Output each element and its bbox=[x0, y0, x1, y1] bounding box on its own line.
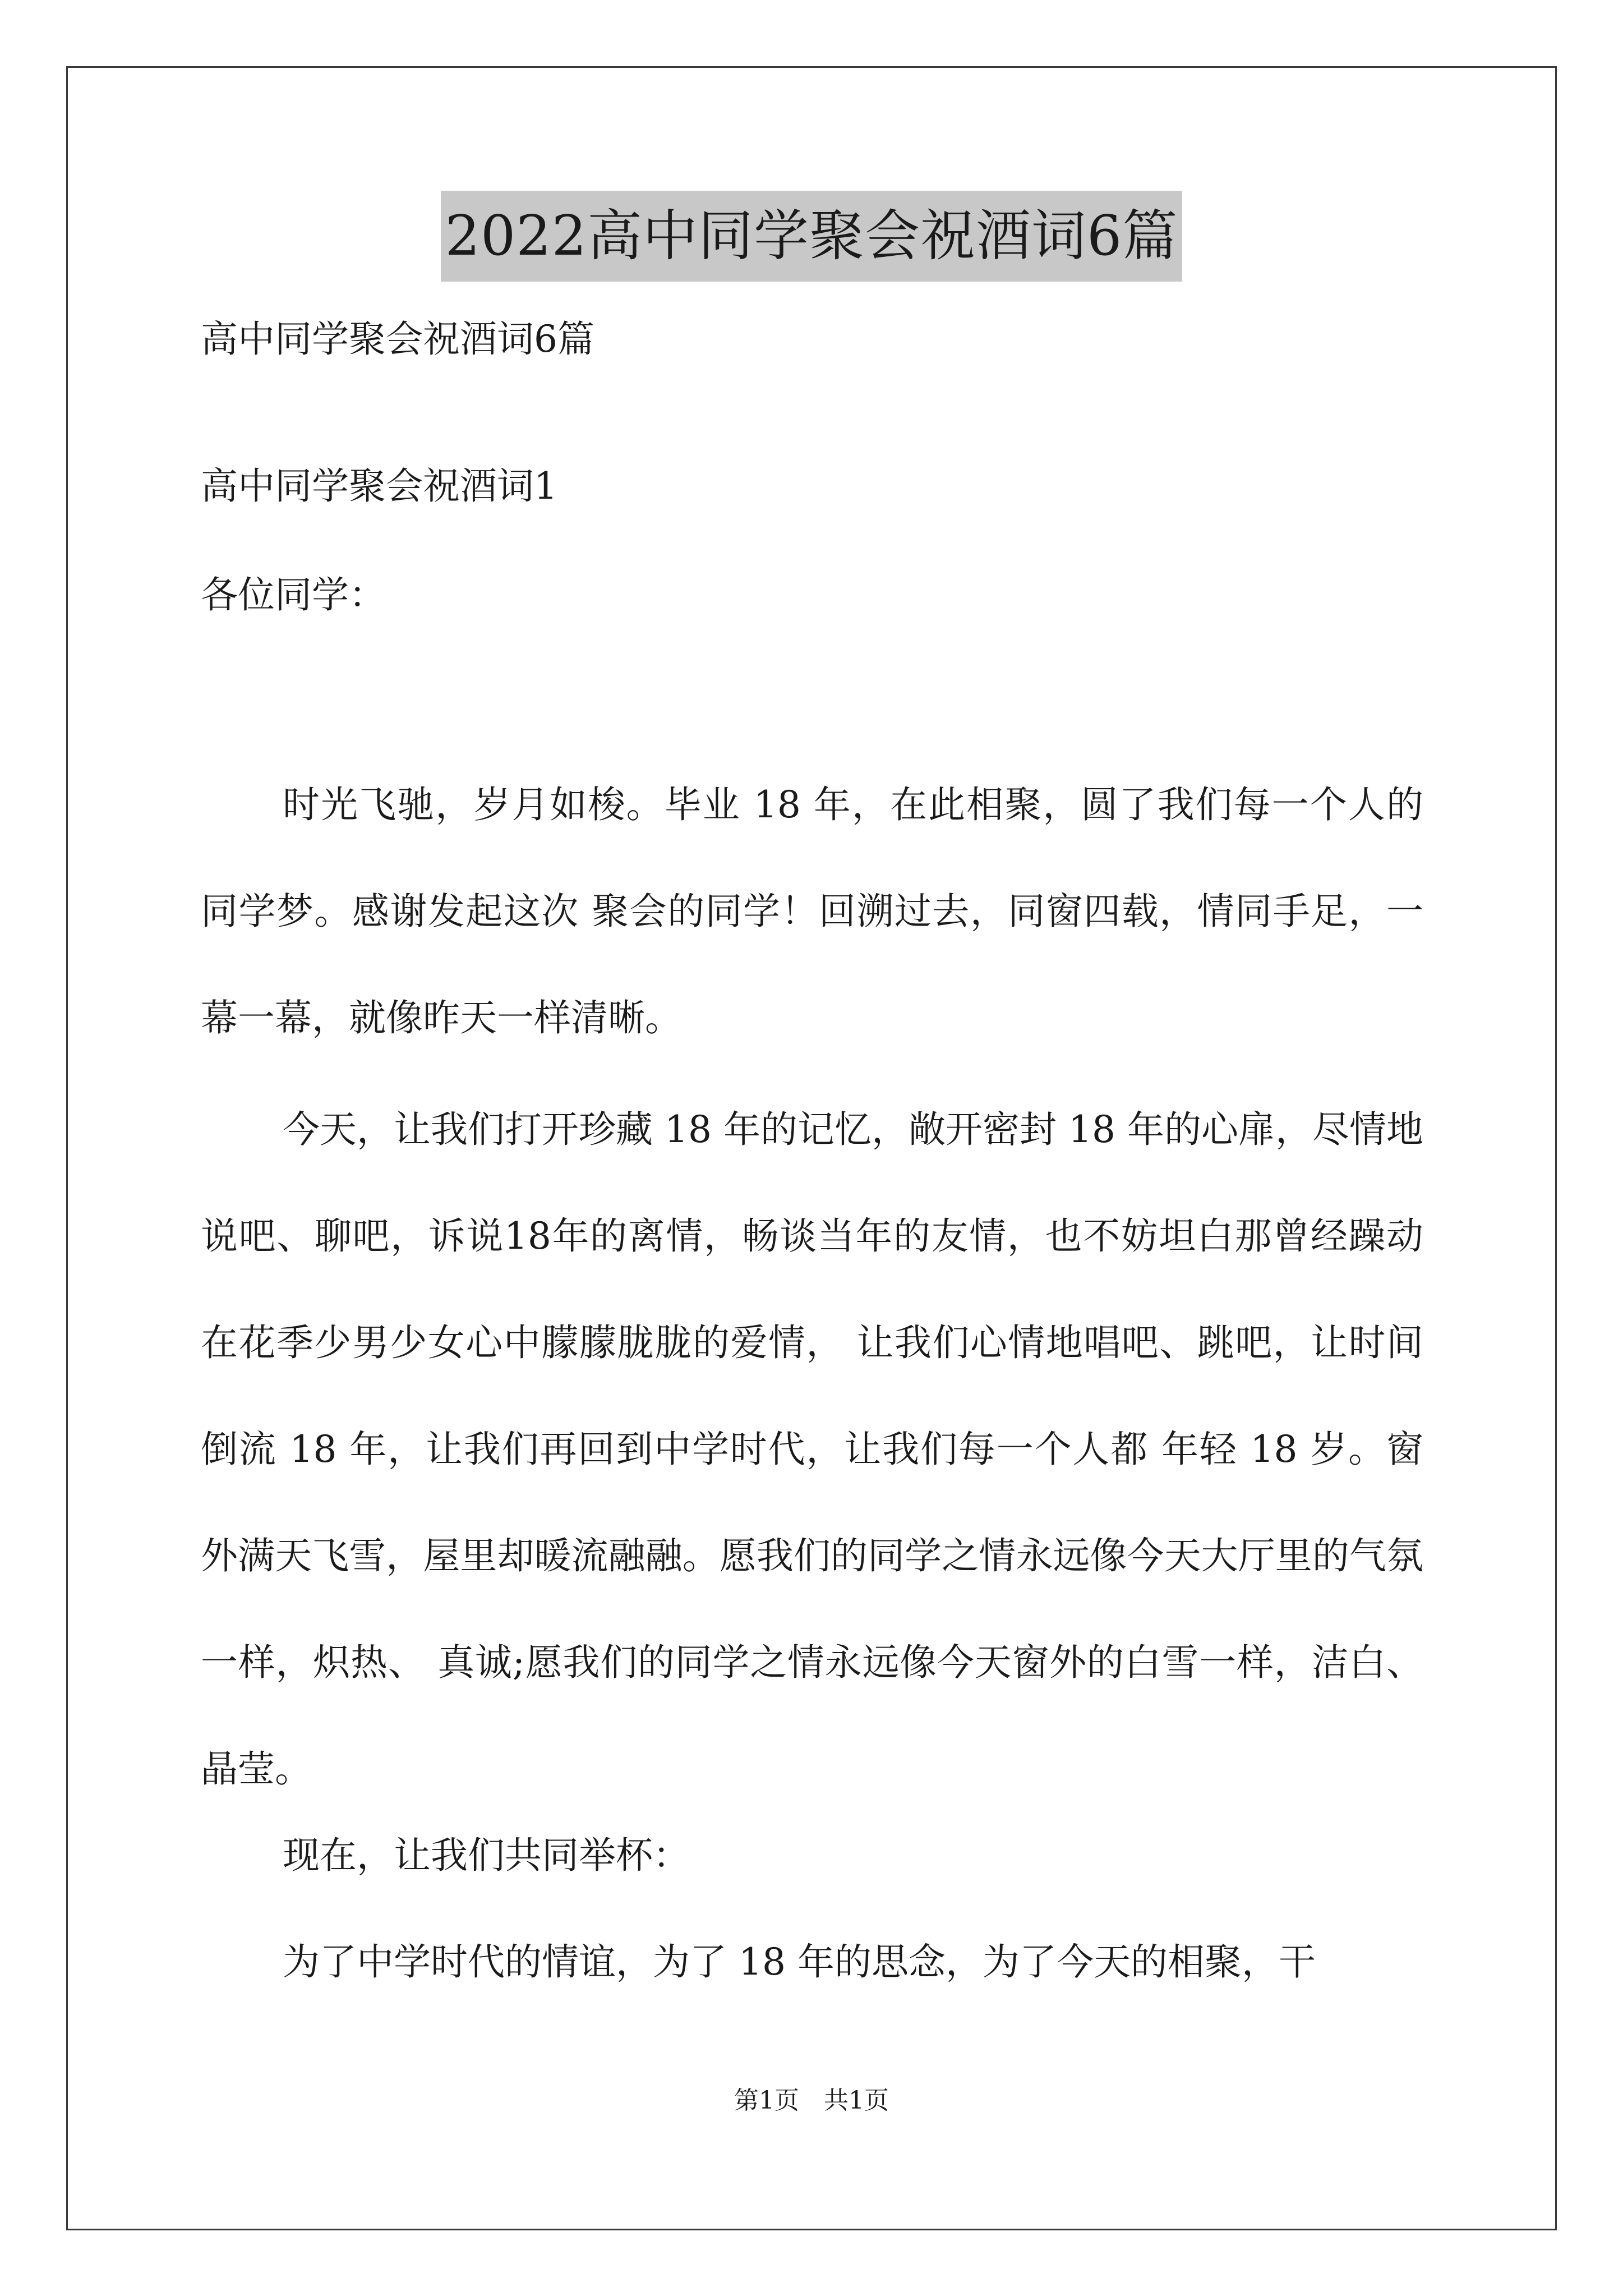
paragraph-3: 现在，让我们共同举杯： bbox=[283, 1834, 690, 1877]
paragraph-2: 今天，让我们打开珍藏 18 年的记忆，敞开密封 18 年的心扉，尽情地说吧、聊吧，诉说18年的离情，畅谈当年的友情，也不妨坦白那曾经躁动在花季少男少女心中朦朦胧胧的爱情， 让我们心情地唱吧、跳吧，让时间倒流 18 年，让我们再回到中学时代，让我们每一个人都 年轻 18 岁。窗外满天飞雪，屋里却暖流融融。愿我们的同学之情永远像今天大厅里的气氛一样，炽热、 真诚;愿我们的同学之情永远像今天窗外的白雪一样，洁白、晶莹。 bbox=[201, 1108, 1423, 1791]
document-subtitle: 高中同学聚会祝酒词6篇 bbox=[201, 318, 594, 361]
section-heading: 高中同学聚会祝酒词1 bbox=[201, 464, 557, 508]
title-container bbox=[0, 191, 1623, 282]
page-footer: 第1页 共1页 bbox=[734, 2086, 889, 2115]
paragraph-1: 时光飞驰，岁月如梭。毕业 18 年，在此相聚，圆了我们每一个人的同学梦。感谢发起这次 聚会的同学！回溯过去，同窗四载，情同手足，一幕一幕，就像昨天一样清晰。 bbox=[201, 783, 1423, 1039]
paragraph-4: 为了中学时代的情谊，为了 18 年的思念，为了今天的相聚，干 bbox=[283, 1940, 1316, 1984]
document-title: 2022高中同学聚会祝酒词6篇 bbox=[441, 191, 1183, 282]
salutation: 各位同学： bbox=[201, 573, 386, 616]
